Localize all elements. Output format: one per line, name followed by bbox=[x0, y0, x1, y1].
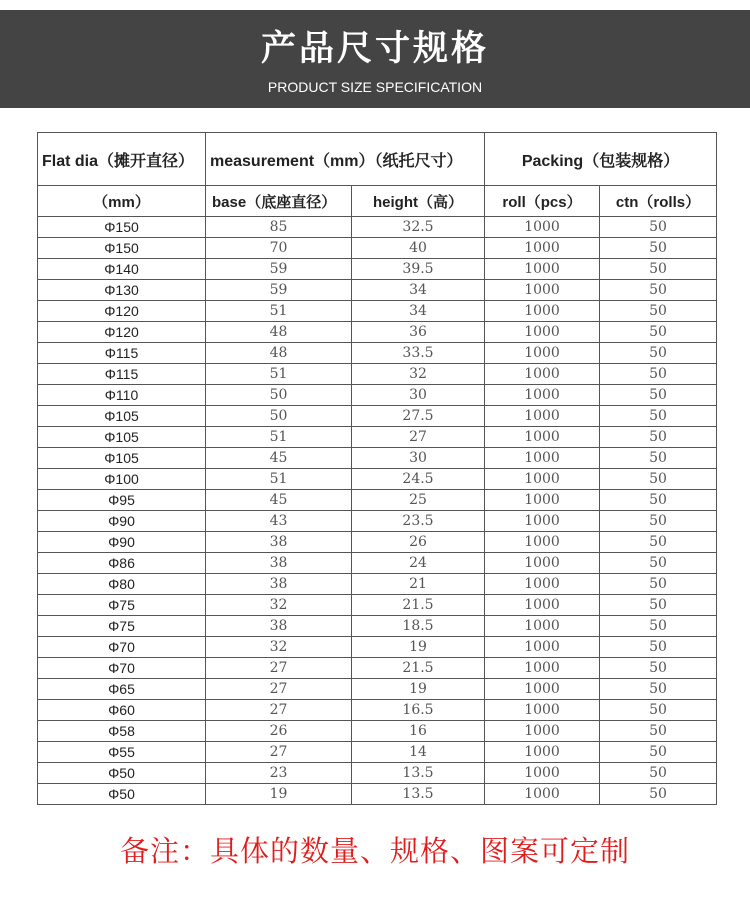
header-unit: （mm） bbox=[38, 186, 206, 217]
table-row bbox=[38, 700, 717, 721]
header-roll: roll（pcs） bbox=[485, 186, 600, 217]
table-row bbox=[38, 217, 717, 238]
cell-ctn: 50 bbox=[600, 679, 717, 700]
cell-height: 27.5 bbox=[352, 406, 485, 427]
cell-roll: 1000 bbox=[485, 217, 600, 238]
cell-base: 48 bbox=[206, 322, 352, 343]
cell-ctn: 50 bbox=[600, 259, 717, 280]
cell-flat-dia: Φ50 bbox=[38, 784, 206, 805]
cell-ctn: 50 bbox=[600, 616, 717, 637]
cell-base: 51 bbox=[206, 469, 352, 490]
cell-flat-dia: Φ95 bbox=[38, 490, 206, 511]
header-height: height（高） bbox=[352, 186, 485, 217]
cell-height: 18.5 bbox=[352, 616, 485, 637]
cell-ctn: 50 bbox=[600, 658, 717, 679]
table-row bbox=[38, 784, 717, 805]
size-spec-table bbox=[37, 132, 717, 805]
table-row bbox=[38, 259, 717, 280]
cell-ctn: 50 bbox=[600, 448, 717, 469]
cell-ctn: 50 bbox=[600, 238, 717, 259]
cell-flat-dia: Φ90 bbox=[38, 532, 206, 553]
cell-height: 30 bbox=[352, 385, 485, 406]
cell-base: 51 bbox=[206, 427, 352, 448]
cell-base: 38 bbox=[206, 574, 352, 595]
cell-roll: 1000 bbox=[485, 742, 600, 763]
cell-height: 13.5 bbox=[352, 784, 485, 805]
cell-height: 39.5 bbox=[352, 259, 485, 280]
table-row bbox=[38, 385, 717, 406]
cell-base: 27 bbox=[206, 742, 352, 763]
cell-flat-dia: Φ60 bbox=[38, 700, 206, 721]
cell-base: 43 bbox=[206, 511, 352, 532]
cell-base: 45 bbox=[206, 448, 352, 469]
cell-height: 24.5 bbox=[352, 469, 485, 490]
cell-roll: 1000 bbox=[485, 469, 600, 490]
cell-roll: 1000 bbox=[485, 322, 600, 343]
cell-ctn: 50 bbox=[600, 301, 717, 322]
cell-roll: 1000 bbox=[485, 406, 600, 427]
cell-flat-dia: Φ86 bbox=[38, 553, 206, 574]
cell-flat-dia: Φ75 bbox=[38, 595, 206, 616]
cell-roll: 1000 bbox=[485, 385, 600, 406]
cell-base: 70 bbox=[206, 238, 352, 259]
table-row bbox=[38, 301, 717, 322]
header-ctn: ctn（rolls） bbox=[600, 186, 717, 217]
cell-roll: 1000 bbox=[485, 343, 600, 364]
cell-roll: 1000 bbox=[485, 658, 600, 679]
header-measurement: measurement（mm）（纸托尺寸） bbox=[206, 133, 485, 186]
cell-height: 21 bbox=[352, 574, 485, 595]
cell-roll: 1000 bbox=[485, 427, 600, 448]
cell-height: 40 bbox=[352, 238, 485, 259]
page-title: 产品尺寸规格 bbox=[260, 29, 489, 69]
cell-base: 48 bbox=[206, 343, 352, 364]
cell-height: 36 bbox=[352, 322, 485, 343]
cell-flat-dia: Φ150 bbox=[38, 238, 206, 259]
cell-ctn: 50 bbox=[600, 700, 717, 721]
cell-ctn: 50 bbox=[600, 427, 717, 448]
header-packing: Packing（包装规格） bbox=[485, 133, 717, 186]
cell-base: 59 bbox=[206, 280, 352, 301]
cell-height: 25 bbox=[352, 490, 485, 511]
table-row bbox=[38, 448, 717, 469]
cell-flat-dia: Φ75 bbox=[38, 616, 206, 637]
table-row bbox=[38, 553, 717, 574]
cell-ctn: 50 bbox=[600, 364, 717, 385]
table-row bbox=[38, 532, 717, 553]
cell-roll: 1000 bbox=[485, 553, 600, 574]
header-banner bbox=[0, 10, 750, 108]
cell-flat-dia: Φ150 bbox=[38, 217, 206, 238]
table-row bbox=[38, 427, 717, 448]
cell-height: 21.5 bbox=[352, 595, 485, 616]
table-row bbox=[38, 679, 717, 700]
header-base: base（底座直径） bbox=[206, 186, 352, 217]
cell-flat-dia: Φ120 bbox=[38, 301, 206, 322]
table-row bbox=[38, 238, 717, 259]
cell-height: 27 bbox=[352, 427, 485, 448]
table-row bbox=[38, 490, 717, 511]
cell-flat-dia: Φ90 bbox=[38, 511, 206, 532]
cell-height: 32 bbox=[352, 364, 485, 385]
cell-ctn: 50 bbox=[600, 511, 717, 532]
cell-base: 23 bbox=[206, 763, 352, 784]
cell-flat-dia: Φ70 bbox=[38, 637, 206, 658]
cell-height: 23.5 bbox=[352, 511, 485, 532]
cell-roll: 1000 bbox=[485, 364, 600, 385]
cell-ctn: 50 bbox=[600, 385, 717, 406]
cell-base: 32 bbox=[206, 637, 352, 658]
cell-flat-dia: Φ105 bbox=[38, 427, 206, 448]
cell-ctn: 50 bbox=[600, 532, 717, 553]
customization-note: 备注：具体的数量、规格、图案可定制 bbox=[119, 834, 630, 868]
cell-base: 38 bbox=[206, 553, 352, 574]
cell-height: 32.5 bbox=[352, 217, 485, 238]
table-row bbox=[38, 616, 717, 637]
cell-ctn: 50 bbox=[600, 217, 717, 238]
cell-roll: 1000 bbox=[485, 679, 600, 700]
table-header-row-1 bbox=[38, 133, 717, 186]
cell-base: 51 bbox=[206, 364, 352, 385]
header-flat-dia: Flat dia（摊开直径） bbox=[38, 133, 206, 186]
cell-height: 21.5 bbox=[352, 658, 485, 679]
table-row bbox=[38, 343, 717, 364]
cell-flat-dia: Φ55 bbox=[38, 742, 206, 763]
cell-base: 45 bbox=[206, 490, 352, 511]
cell-ctn: 50 bbox=[600, 742, 717, 763]
cell-flat-dia: Φ115 bbox=[38, 343, 206, 364]
table-row bbox=[38, 511, 717, 532]
table-row bbox=[38, 595, 717, 616]
cell-flat-dia: Φ58 bbox=[38, 721, 206, 742]
cell-ctn: 50 bbox=[600, 763, 717, 784]
cell-ctn: 50 bbox=[600, 343, 717, 364]
cell-flat-dia: Φ140 bbox=[38, 259, 206, 280]
cell-base: 32 bbox=[206, 595, 352, 616]
cell-roll: 1000 bbox=[485, 574, 600, 595]
cell-roll: 1000 bbox=[485, 448, 600, 469]
cell-flat-dia: Φ120 bbox=[38, 322, 206, 343]
cell-roll: 1000 bbox=[485, 301, 600, 322]
cell-height: 34 bbox=[352, 301, 485, 322]
cell-ctn: 50 bbox=[600, 595, 717, 616]
cell-flat-dia: Φ100 bbox=[38, 469, 206, 490]
cell-base: 51 bbox=[206, 301, 352, 322]
cell-base: 50 bbox=[206, 385, 352, 406]
table-row bbox=[38, 364, 717, 385]
cell-base: 27 bbox=[206, 679, 352, 700]
cell-roll: 1000 bbox=[485, 280, 600, 301]
table-row bbox=[38, 469, 717, 490]
table-row bbox=[38, 406, 717, 427]
cell-ctn: 50 bbox=[600, 553, 717, 574]
cell-roll: 1000 bbox=[485, 532, 600, 553]
cell-flat-dia: Φ80 bbox=[38, 574, 206, 595]
cell-ctn: 50 bbox=[600, 280, 717, 301]
cell-roll: 1000 bbox=[485, 238, 600, 259]
cell-flat-dia: Φ130 bbox=[38, 280, 206, 301]
cell-base: 38 bbox=[206, 616, 352, 637]
cell-flat-dia: Φ50 bbox=[38, 763, 206, 784]
cell-height: 19 bbox=[352, 679, 485, 700]
cell-base: 27 bbox=[206, 700, 352, 721]
cell-height: 34 bbox=[352, 280, 485, 301]
cell-flat-dia: Φ115 bbox=[38, 364, 206, 385]
cell-height: 24 bbox=[352, 553, 485, 574]
cell-base: 50 bbox=[206, 406, 352, 427]
cell-ctn: 50 bbox=[600, 784, 717, 805]
cell-roll: 1000 bbox=[485, 763, 600, 784]
cell-height: 14 bbox=[352, 742, 485, 763]
table-body bbox=[38, 217, 717, 805]
cell-flat-dia: Φ110 bbox=[38, 385, 206, 406]
table-header-row-2 bbox=[38, 186, 717, 217]
cell-ctn: 50 bbox=[600, 469, 717, 490]
table-row bbox=[38, 658, 717, 679]
cell-roll: 1000 bbox=[485, 700, 600, 721]
cell-ctn: 50 bbox=[600, 574, 717, 595]
cell-ctn: 50 bbox=[600, 322, 717, 343]
table-row bbox=[38, 280, 717, 301]
cell-height: 19 bbox=[352, 637, 485, 658]
cell-roll: 1000 bbox=[485, 511, 600, 532]
cell-ctn: 50 bbox=[600, 721, 717, 742]
cell-roll: 1000 bbox=[485, 637, 600, 658]
cell-flat-dia: Φ105 bbox=[38, 448, 206, 469]
cell-roll: 1000 bbox=[485, 784, 600, 805]
cell-height: 16 bbox=[352, 721, 485, 742]
page-subtitle: PRODUCT SIZE SPECIFICATION bbox=[267, 79, 483, 95]
cell-base: 38 bbox=[206, 532, 352, 553]
cell-flat-dia: Φ70 bbox=[38, 658, 206, 679]
cell-roll: 1000 bbox=[485, 259, 600, 280]
cell-roll: 1000 bbox=[485, 595, 600, 616]
table-row bbox=[38, 742, 717, 763]
table-row bbox=[38, 322, 717, 343]
table-row bbox=[38, 637, 717, 658]
cell-ctn: 50 bbox=[600, 406, 717, 427]
cell-base: 19 bbox=[206, 784, 352, 805]
cell-base: 26 bbox=[206, 721, 352, 742]
table-row bbox=[38, 721, 717, 742]
cell-base: 27 bbox=[206, 658, 352, 679]
cell-roll: 1000 bbox=[485, 616, 600, 637]
cell-base: 85 bbox=[206, 217, 352, 238]
cell-ctn: 50 bbox=[600, 637, 717, 658]
cell-flat-dia: Φ65 bbox=[38, 679, 206, 700]
cell-height: 30 bbox=[352, 448, 485, 469]
cell-flat-dia: Φ105 bbox=[38, 406, 206, 427]
cell-ctn: 50 bbox=[600, 490, 717, 511]
table-row bbox=[38, 574, 717, 595]
cell-roll: 1000 bbox=[485, 490, 600, 511]
cell-height: 13.5 bbox=[352, 763, 485, 784]
cell-height: 26 bbox=[352, 532, 485, 553]
cell-base: 59 bbox=[206, 259, 352, 280]
cell-height: 16.5 bbox=[352, 700, 485, 721]
cell-height: 33.5 bbox=[352, 343, 485, 364]
cell-roll: 1000 bbox=[485, 721, 600, 742]
table-row bbox=[38, 763, 717, 784]
